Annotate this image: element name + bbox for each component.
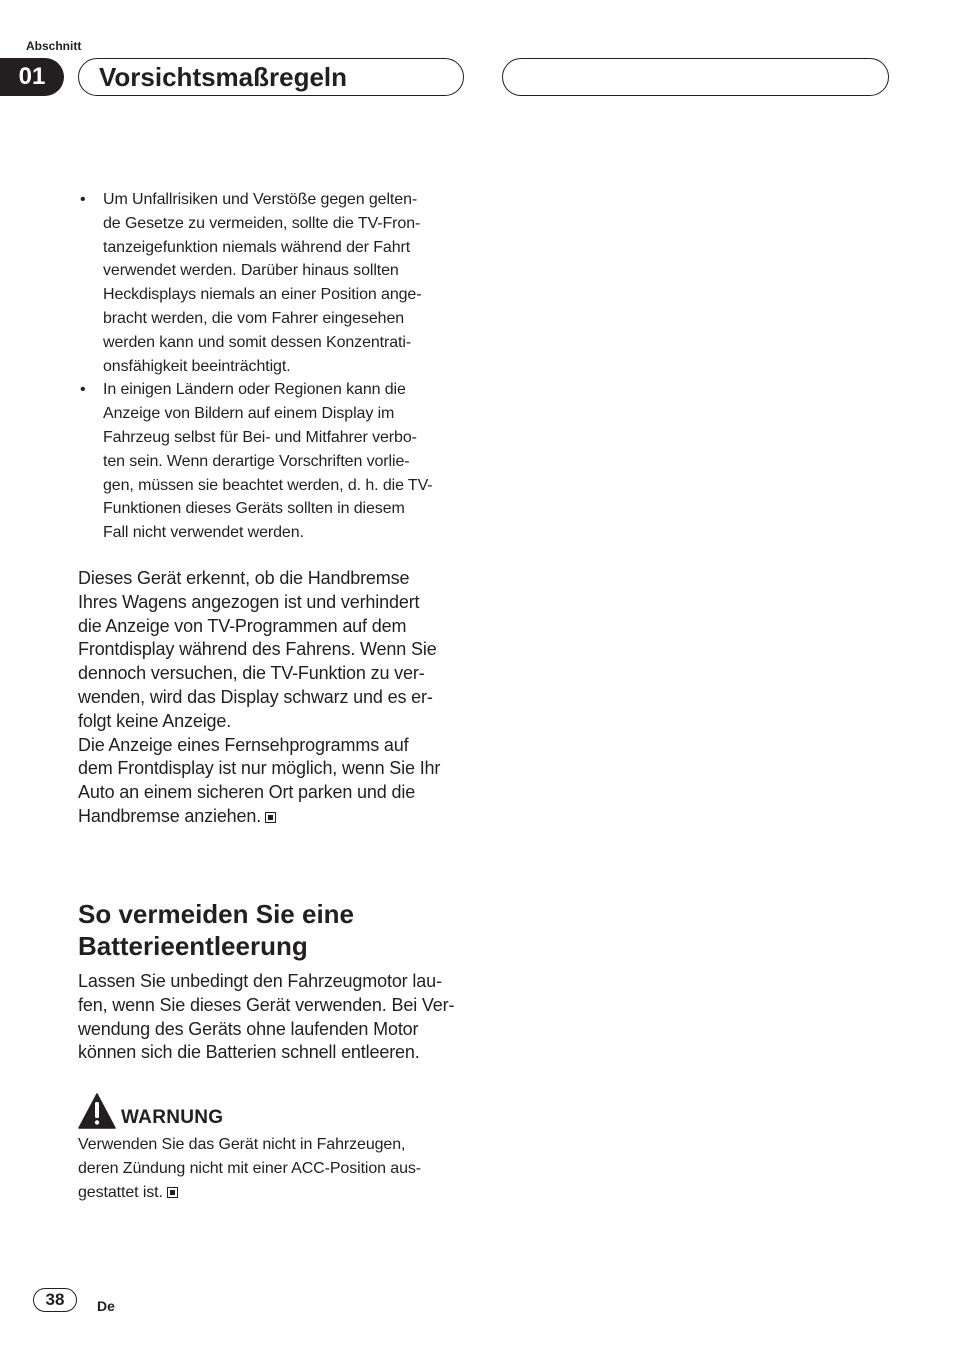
- end-mark-icon: [265, 812, 276, 823]
- paragraph-line: Auto an einem sicheren Ort parken und die: [78, 782, 416, 803]
- bullet-line: gen, müssen sie beachtet werden, d. h. die TV-: [103, 476, 433, 494]
- paragraph-line: Die Anzeige eines Fernsehprogramms auf: [78, 734, 409, 755]
- paragraph-line: Ihres Wagens angezogen ist und verhindert: [78, 591, 420, 612]
- bullet-line: werden kann und somit dessen Konzentrati-: [103, 333, 412, 351]
- bullet-line: Anzeige von Bildern auf einem Display im: [103, 405, 395, 423]
- paragraph-line: wendung des Geräts ohne laufenden Motor: [78, 1018, 419, 1039]
- paragraph-line: Dieses Gerät erkennt, ob die Handbremse: [78, 568, 410, 588]
- bullet-line: • In einigen Ländern oder Regionen kann die: [103, 381, 406, 399]
- bullet-line: Heckdisplays niemals an einer Position ange-: [103, 286, 422, 304]
- list-item: [78, 378, 468, 545]
- end-mark-icon: [167, 1187, 178, 1198]
- bullet-line: tanzeigefunktion niemals während der Fahrt: [103, 238, 411, 256]
- paragraph-line: folgt keine Anzeige.: [78, 710, 232, 731]
- precautions-bullet-list: [78, 188, 468, 545]
- warning-line-text: gestattet ist.: [78, 1184, 163, 1201]
- section-label: Abschnitt: [26, 39, 82, 53]
- bullet-line: verwendet werden. Darüber hinaus sollten: [103, 262, 399, 280]
- paragraph-line: dennoch versuchen, die TV-Funktion zu ver-: [78, 663, 425, 684]
- section-number-badge: [0, 58, 64, 96]
- warning-text: [78, 1133, 421, 1205]
- warning-line: Verwenden Sie das Gerät nicht in Fahrzeugen,: [78, 1136, 406, 1153]
- heading-line: So vermeiden Sie eine: [78, 899, 355, 929]
- bullet-line: ten sein. Wenn derartige Vorschriften vorlie-: [103, 452, 410, 470]
- list-item: [78, 188, 468, 378]
- bullet-line: Fall nicht verwendet werden.: [103, 524, 304, 542]
- paragraph-line: Lassen Sie unbedingt den Fahrzeugmotor lau-: [78, 971, 442, 991]
- paragraph-line: die Anzeige von TV-Programmen auf dem: [78, 615, 407, 636]
- bullet-line: onsfähigkeit beeinträchtigt.: [103, 357, 291, 375]
- battery-paragraph: [78, 970, 478, 1065]
- language-code: De: [97, 1298, 115, 1314]
- paragraph-line: fen, wenn Sie dieses Gerät verwenden. Bei Ver-: [78, 994, 455, 1015]
- bullet-line: Funktionen dieses Geräts sollten in diesem: [103, 500, 405, 518]
- paragraph-line: Frontdisplay während des Fahrens. Wenn Sie: [78, 639, 437, 660]
- bullet-line: bracht werden, die vom Fahrer eingesehen: [103, 309, 405, 327]
- bullet-line: • Um Unfallrisiken und Verstöße gegen gelten-: [103, 191, 418, 208]
- handbrake-paragraph: [78, 567, 478, 829]
- section-number: 01: [18, 63, 46, 90]
- warning-line: [78, 1181, 421, 1205]
- warning-triangle-icon: [78, 1093, 116, 1129]
- bullet-line: de Gesetze zu vermeiden, sollte die TV-Fron-: [103, 214, 421, 232]
- section-heading-battery: [78, 898, 354, 962]
- chapter-title: Vorsichtsmaßregeln: [78, 58, 464, 96]
- paragraph-line: können sich die Batterien schnell entleeren.: [78, 1042, 420, 1063]
- warning-line: deren Zündung nicht mit einer ACC-Position aus-: [78, 1160, 422, 1177]
- paragraph-line: wenden, wird das Display schwarz und es er-: [78, 686, 433, 707]
- paragraph-line: [78, 805, 478, 829]
- bullet-line: Fahrzeug selbst für Bei- und Mitfahrer verbo-: [103, 428, 417, 446]
- header-empty-frame: [502, 58, 889, 96]
- heading-line: Batterieentleerung: [78, 931, 308, 961]
- paragraph-line-text: Handbremse anziehen.: [78, 805, 262, 826]
- page-number: 38: [33, 1288, 77, 1312]
- paragraph-line: dem Frontdisplay ist nur möglich, wenn Sie Ihr: [78, 758, 441, 779]
- warning-label: WARNUNG: [121, 1107, 224, 1128]
